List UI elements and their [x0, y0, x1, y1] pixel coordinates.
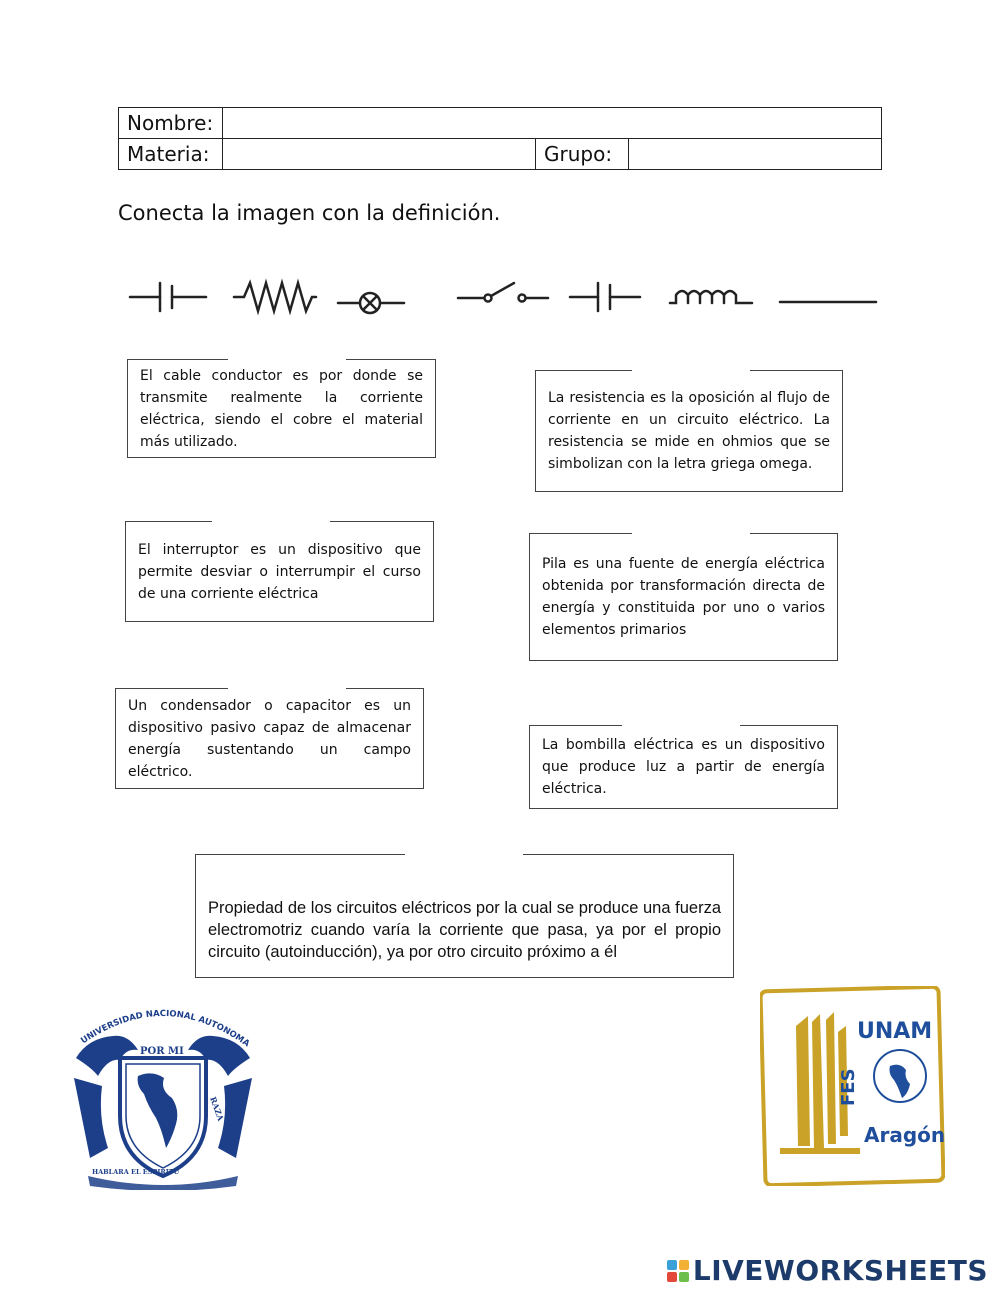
switch-symbol[interactable]: [458, 283, 548, 302]
definition-text-inductancia: Propiedad de los circuitos eléctricos por la cual se produce una fuerza electromotriz cuando varía la corriente que pasa, ya por el propio circuito (autoinducción), ya por otro circuito próximo a él: [208, 899, 721, 961]
liveworksheets-brand[interactable]: [667, 1254, 988, 1287]
definition-box-interruptor[interactable]: [125, 521, 434, 622]
seal-motto-1: POR MI: [140, 1046, 184, 1057]
materia-field[interactable]: [223, 139, 536, 170]
liveworksheets-wordmark: LIVEWORKSHEETS: [692, 1254, 988, 1287]
instruction-text: Conecta la imagen con la definición.: [118, 201, 501, 225]
grupo-field[interactable]: [629, 139, 882, 170]
battery-symbol[interactable]: [570, 283, 640, 311]
box-gap: [622, 724, 740, 728]
definition-box-resistencia[interactable]: [535, 370, 843, 492]
box-gap: [228, 687, 346, 691]
definition-box-inductancia[interactable]: [195, 854, 734, 978]
nombre-field[interactable]: [223, 108, 882, 139]
fes-unam-text: UNAM: [857, 1019, 933, 1044]
definition-text-cable: El cable conductor es por donde se transmite realmente la corriente eléctrica, siendo el cobre el material más utilizado.: [140, 367, 423, 450]
materia-label: Materia:: [119, 139, 223, 170]
definition-text-interruptor: El interruptor es un dispositivo que permite desviar o interrumpir el curso de una corriente eléctrica: [138, 541, 421, 602]
definition-text-condensador: Un condensador o capacitor es un dispositivo pasivo capaz de almacenar energía sustentando un campo eléctrico.: [128, 697, 411, 780]
resistor-symbol[interactable]: [234, 283, 316, 311]
unam-seal-logo: [68, 998, 258, 1194]
definition-box-cable[interactable]: [127, 359, 436, 458]
liveworksheets-logo-icon: [667, 1260, 689, 1282]
box-gap: [632, 369, 750, 373]
box-gap: [632, 532, 750, 536]
definition-text-bombilla: La bombilla eléctrica es un dispositivo que produce luz a partir de energía eléctrica.: [542, 737, 825, 797]
grupo-label: Grupo:: [536, 139, 629, 170]
definition-box-condensador[interactable]: [115, 688, 424, 789]
student-info-table: [118, 107, 882, 170]
definition-box-bombilla[interactable]: [529, 725, 838, 809]
circuit-symbols-row: [120, 270, 890, 330]
inductor-symbol[interactable]: [670, 291, 752, 303]
definition-text-resistencia: La resistencia es la oposición al flujo de corriente en un circuito eléctrico. La resistencia se mide en ohmios que se simbolizan con la letra griega omega.: [548, 390, 830, 472]
box-gap: [212, 520, 330, 524]
box-gap: [228, 358, 346, 362]
box-gap: [405, 853, 523, 857]
seal-motto-3: HABLARA EL ESPIRITU: [92, 1168, 180, 1176]
lamp-symbol[interactable]: [338, 293, 404, 313]
fes-fes-text: FES: [838, 1068, 859, 1106]
fes-aragon-logo: [760, 986, 945, 1190]
capacitor-symbol[interactable]: [130, 283, 206, 311]
definition-text-pila: Pila es una fuente de energía eléctrica obtenida por transformación directa de energía y constituida por uno o varios elementos primarios: [542, 556, 825, 638]
definition-box-pila[interactable]: [529, 533, 838, 661]
seal-arc-text: UNIVERSIDAD NACIONAL AUTONOMA: [79, 1008, 252, 1050]
nombre-label: Nombre:: [119, 108, 223, 139]
seal-motto-2: RAZA: [208, 1095, 227, 1123]
fes-aragon-text: Aragón: [864, 1123, 945, 1147]
